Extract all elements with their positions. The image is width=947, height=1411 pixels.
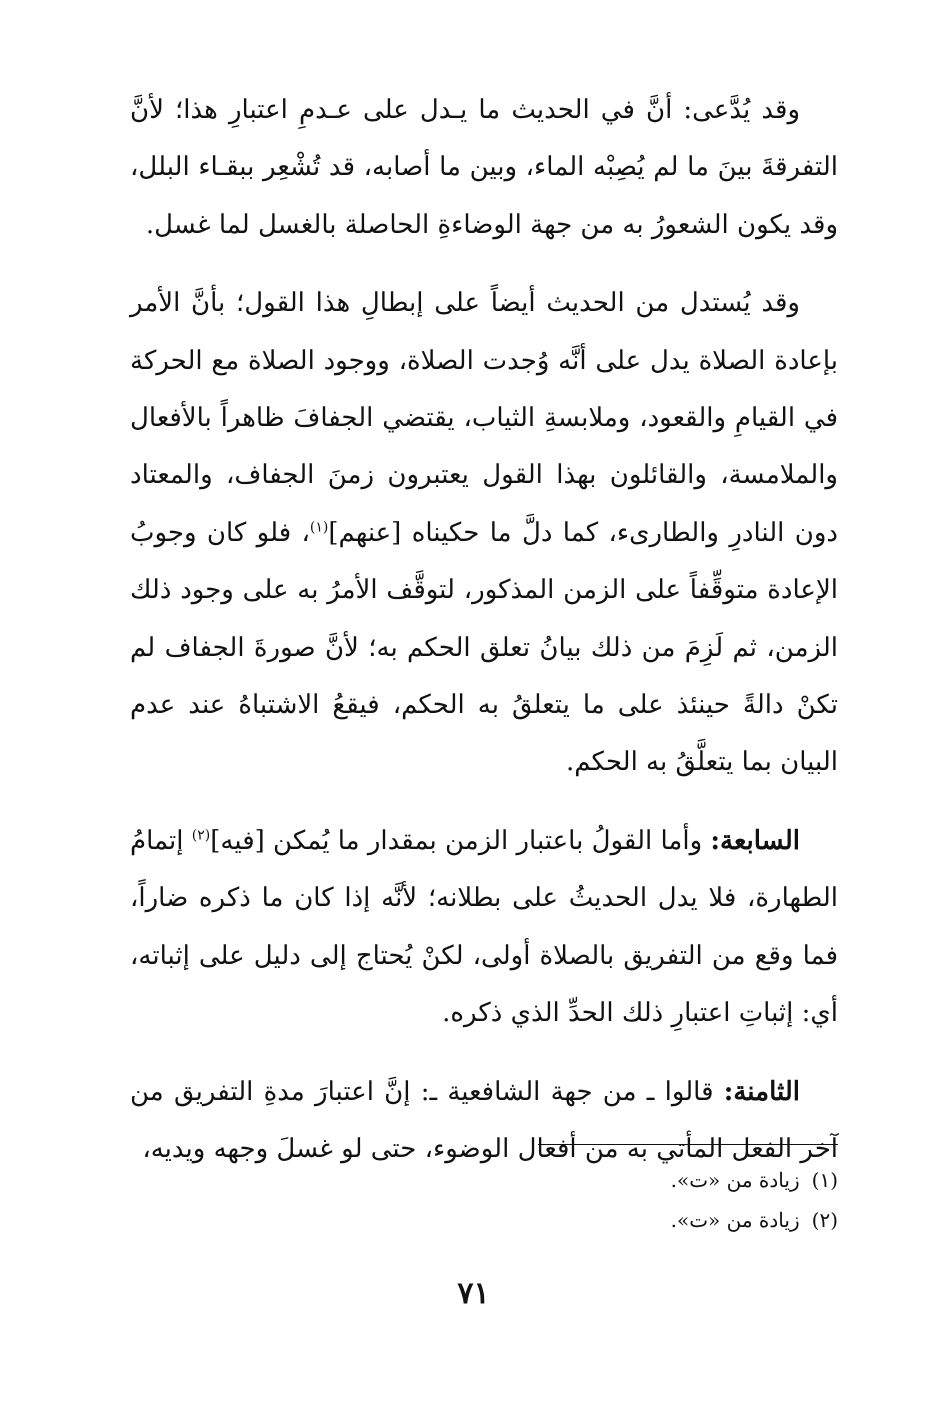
paragraph-3 [130,813,838,1043]
footnote-divider [538,1144,838,1145]
paragraph-3-text-b: إتمامُ الطهارة، فلا يدل الحديثُ على بطلانه؛ لأنَّه إذا كان ما ذكره ضاراً، فما وقع من التفريق بالصلاة أولى، لكنْ يُحتاج إلى دليل على إثباته، أي: إثباتِ اعتبارِ ذلك الحدِّ الذي ذكره. [130,825,838,1029]
paragraph-3-text-a: وأما القولُ باعتبار الزمن بمقدار ما يُمكن [فيه] [210,825,711,856]
paragraph-4-text: قالوا ـ من جهة الشافعية ـ: إنَّ اعتبارَ مدةِ التفريق من آخر الفعل المأتي به من أفعال الوضوء، حتى لو غسلَ وجهه ويديه، [130,1076,838,1164]
footnote-ref-1[interactable]: (١) [309,519,329,536]
paragraph-2 [130,275,838,792]
footnote-1-number: (١) [811,1168,838,1192]
page-body [130,82,838,1178]
paragraph-2-text-b: ، فلو كان وجوبُ الإعادة متوقِّفاً على الزمن المذكور، لتوقَّف الأمرُ به على وجود ذلك الزمن، ثم لَزِمَ من ذلك بيانُ تعلق الحكم به؛ لأنَّ صورةَ الجفاف لم تكنْ دالةً حينئذ على ما يتعلقُ به الحكم، فيقعُ الاشتباهُ عند عدم البيان بما يتعلَّقُ به الحكم. [130,517,838,778]
footnote-2 [338,1200,838,1240]
footnotes [338,1160,838,1240]
paragraph-3-heading: السابعة: [710,825,800,856]
footnote-1 [338,1160,838,1200]
footnote-1-text: زيادة من «ت». [670,1168,800,1192]
paragraph-4-heading: الثامنة: [723,1076,800,1107]
page-number: ٧١ [457,1276,490,1311]
footnote-2-text: زيادة من «ت». [670,1208,800,1232]
paragraph-1: وقد يُدَّعى: أنَّ في الحديث ما يـدل على عـدمِ اعتبارِ هذا؛ لأنَّ التفرقةَ بينَ ما لم يُصِبْه الماء، وبين ما أصابه، قد تُشْعِر ببقـاء البلل، وقد يكون الشعورُ به من جهة الوضاءةِ الحاصلة بالغسل لما غسل. [130,95,838,240]
footnote-2-number: (٢) [811,1208,838,1232]
footnote-ref-2[interactable]: (٢) [191,827,211,844]
paragraph-2-text-a: وقد يُستدل من الحديث أيضاً على إبطالِ هذا القول؛ بأنَّ الأمر بإعادة الصلاة يدل على أنَّه وُجدت الصلاة، ووجود الصلاة مع الحركة في القيامِ والقعود، وملابسةِ الثياب، يقتضي الجفافَ ظاهراً بالأفعال والملامسة، والقائلون بهذا القول يعتبرون زمنَ الجفاف، والمعتاد دون النادرِ والطارىء، كما دلَّ ما حكيناه [عنهم] [130,288,838,548]
